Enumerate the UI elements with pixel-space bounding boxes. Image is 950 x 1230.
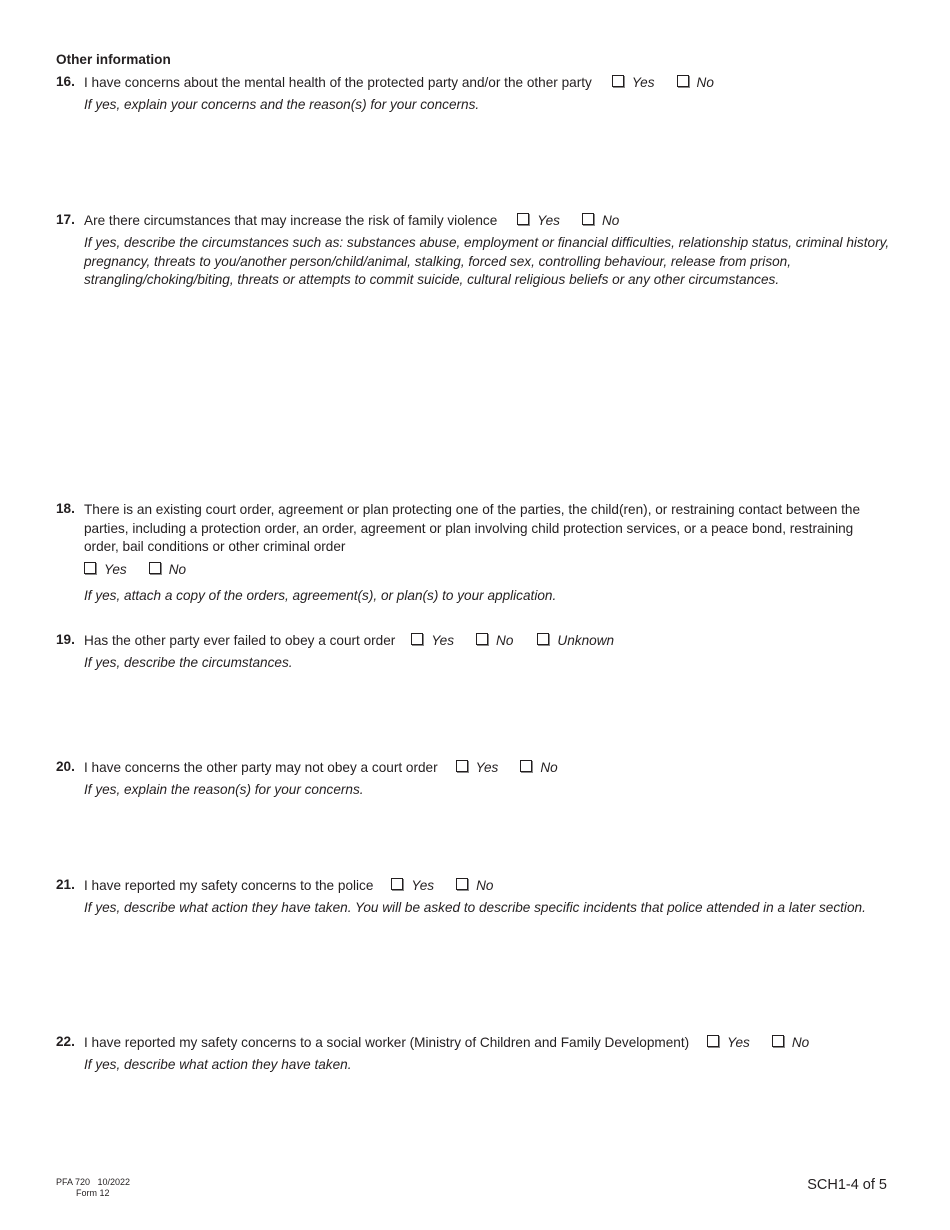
yes-option[interactable]: Yes (456, 759, 499, 777)
checkbox-icon[interactable] (476, 633, 488, 645)
instruction-text: If yes, describe what action they have taken. You will be asked to describe specific incidents that police attended in a later section. (84, 900, 866, 915)
question-number: 20. (56, 759, 75, 774)
checkbox-icon[interactable] (707, 1035, 719, 1047)
question-22 (56, 1034, 896, 1075)
question-text: Are there circumstances that may increase the risk of family violence (84, 213, 498, 228)
checkbox-icon[interactable] (456, 878, 468, 890)
question-number: 22. (56, 1034, 75, 1049)
checkbox-icon[interactable] (537, 633, 549, 645)
checkbox-icon[interactable] (391, 878, 403, 890)
question-number: 16. (56, 74, 75, 89)
yes-option[interactable]: Yes (612, 74, 655, 92)
question-17 (56, 212, 896, 290)
question-number: 17. (56, 212, 75, 227)
no-option[interactable]: No (456, 877, 493, 895)
instruction-text: If yes, describe the circumstances. (84, 655, 293, 670)
checkbox-icon[interactable] (517, 213, 529, 225)
no-option[interactable]: No (582, 212, 619, 230)
checkbox-icon[interactable] (411, 633, 423, 645)
yes-option[interactable]: Yes (84, 561, 127, 579)
question-text: I have reported my safety concerns to a social worker (Ministry of Children and Family Development) (84, 1035, 690, 1050)
question-text: Has the other party ever failed to obey a court order (84, 633, 396, 648)
checkbox-icon[interactable] (772, 1035, 784, 1047)
question-21 (56, 877, 896, 918)
question-16 (56, 74, 896, 115)
question-text: I have reported my safety concerns to the police (84, 878, 374, 893)
form-number: Form 12 (76, 1188, 110, 1198)
checkbox-icon[interactable] (456, 760, 468, 772)
question-18 (56, 501, 896, 605)
question-number: 21. (56, 877, 75, 892)
question-text: There is an existing court order, agreement or plan protecting one of the parties, the child(ren), or restraining contact between the parties, including a protection order, an order, agreement or plan involving child protection services, or a peace bond, restraining order, bail conditions or other criminal order (84, 502, 861, 554)
yes-option[interactable]: Yes (707, 1034, 750, 1052)
instruction-text: If yes, explain the reason(s) for your concerns. (84, 782, 364, 797)
page-number: SCH1-4 of 5 (807, 1177, 887, 1193)
no-option[interactable]: No (772, 1034, 809, 1052)
no-option[interactable]: No (677, 74, 714, 92)
checkbox-icon[interactable] (149, 562, 161, 574)
question-text: I have concerns about the mental health of the protected party and/or the other party (84, 75, 592, 90)
no-option[interactable]: No (149, 561, 186, 579)
no-option[interactable]: No (520, 759, 557, 777)
instruction-text: If yes, describe what action they have taken. (84, 1057, 352, 1072)
instruction-text: If yes, describe the circumstances such as: substances abuse, employment or financial difficulties, relationship status, criminal history, pregnancy, threats to you/another person/child/animal, stalking, forced sex, controlling behaviour, release from prison, strangling/choking/biting, threats or attempts to commit suicide, cultural religious beliefs or any other circumstances. (84, 235, 890, 287)
unknown-option[interactable]: Unknown (537, 632, 614, 650)
form-id (56, 1177, 130, 1199)
question-20 (56, 759, 896, 800)
question-text: I have concerns the other party may not obey a court order (84, 760, 438, 775)
checkbox-icon[interactable] (520, 760, 532, 772)
yes-option[interactable]: Yes (517, 212, 560, 230)
question-number: 19. (56, 632, 75, 647)
question-number: 18. (56, 501, 75, 516)
checkbox-icon[interactable] (84, 562, 96, 574)
checkbox-icon[interactable] (677, 75, 689, 87)
section-title: Other information (56, 52, 171, 67)
no-option[interactable]: No (476, 632, 513, 650)
checkbox-icon[interactable] (612, 75, 624, 87)
yes-option[interactable]: Yes (411, 632, 454, 650)
question-19 (56, 632, 896, 673)
instruction-text: If yes, attach a copy of the orders, agreement(s), or plan(s) to your application. (84, 587, 557, 603)
instruction-text: If yes, explain your concerns and the reason(s) for your concerns. (84, 97, 480, 112)
form-code: PFA 720 10/2022 (56, 1177, 131, 1187)
checkbox-icon[interactable] (582, 213, 594, 225)
yes-option[interactable]: Yes (391, 877, 434, 895)
